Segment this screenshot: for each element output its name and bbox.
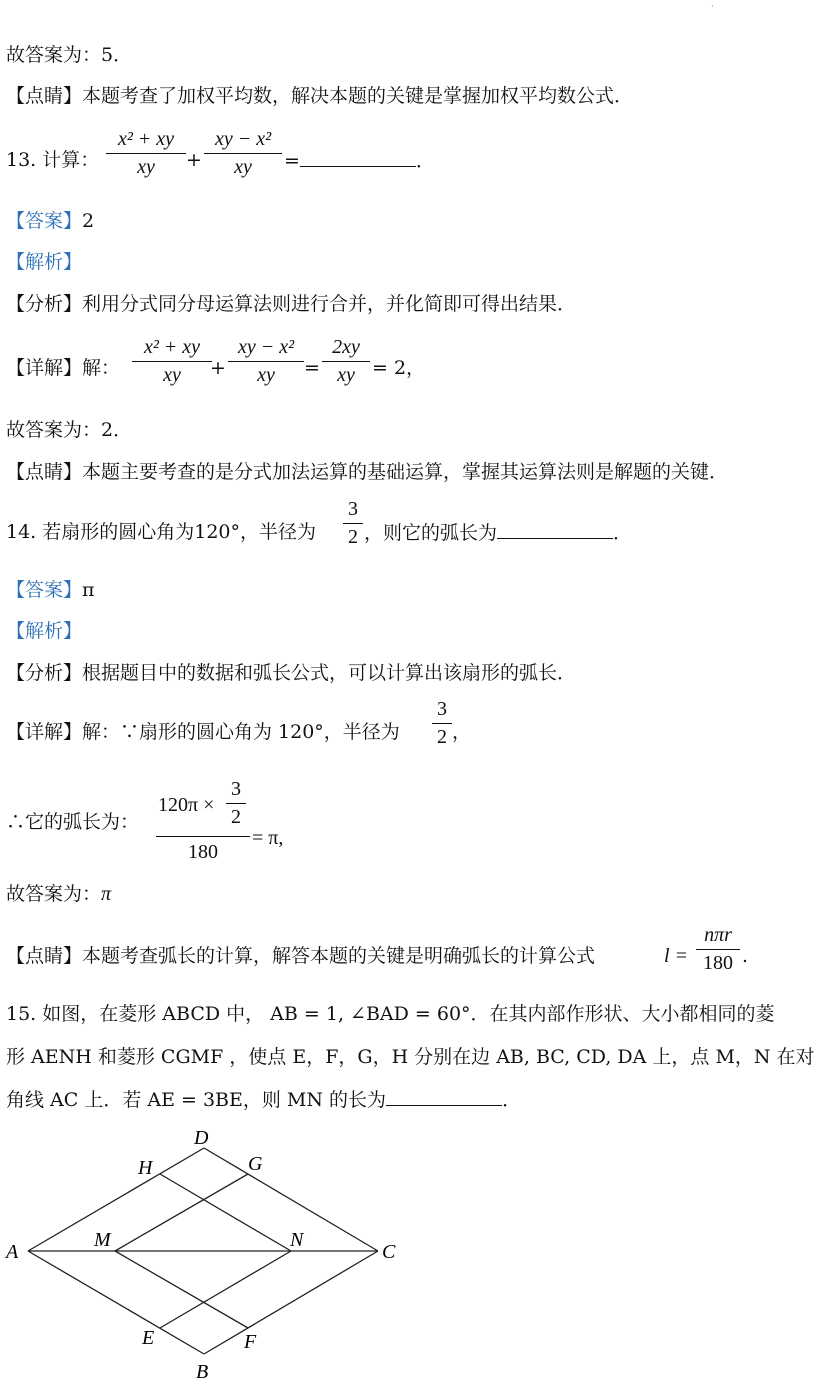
arc-fraction [156,778,250,864]
arc-tail: = π, [252,827,284,849]
d13-num2: xy − x² [237,336,295,358]
d13-num1: x² + xy [143,336,201,358]
q13-fraction-1 [106,128,186,179]
label-a: A [6,1241,19,1263]
d13-plus: + [210,357,226,379]
dj14-l: l = [664,945,689,967]
edge-bc [204,1251,378,1354]
arc-inner-num: 3 [231,778,241,800]
q14-text-b [364,520,632,545]
answer-line-q13: 故答案为：2． [6,419,133,441]
q13-num2: xy − x² [214,128,272,150]
q15-line-3 [6,1087,521,1112]
xj14-fraction [432,698,452,749]
edge-en [160,1251,291,1328]
arc-inner-den: 2 [231,806,241,828]
dj14-num: nπr [704,924,732,946]
fenxi-13: 【分析】利用分式同分母运算法则进行合并，并化简即可得出结果． [6,293,577,315]
answer-tag: 【答案】 [6,210,83,232]
arc-inner-fraction [226,778,246,829]
answer-prefix: 故答案为： [6,883,102,905]
label-f: F [244,1331,257,1353]
dianjing-q12: 【点睛】本题考查了加权平均数，解决本题的关键是掌握加权平均数公式． [6,85,634,107]
d13-den2: xy [257,364,275,386]
dianjing-q13: 【点睛】本题主要考查的是分式加法运算的基础运算，掌握其运算法则是解题的关键． [6,461,729,483]
fraction-bar [343,523,363,524]
d13-fraction-1 [132,336,212,387]
xiangjie-14-a: 【详解】解：∵扇形的圆心角为 120°，半径为 [6,721,400,743]
q13-answer-blank-line [284,148,435,173]
edge-fm [115,1251,248,1328]
answer-line-q14 [6,882,111,906]
answer-pi: π [101,883,112,905]
q13-den1: xy [137,156,155,178]
d13-num3: 2xy [332,336,360,358]
q13-prefix: 13. 计算： [6,149,100,171]
dj14-dot: . [742,945,749,967]
q13-blank [300,148,416,167]
q15-line-1: 15. 如图，在菱形 ABCD 中， AB = 1, ∠BAD = 60°．在其内部作形状、大小都相同的菱 [6,1003,775,1025]
analysis-tag-13: 【解析】 [6,251,83,273]
d13-den1: xy [163,364,181,386]
arc-prefix: ∴它的弧长为： [6,811,140,833]
q14-fraction [343,498,363,549]
answer-tag: 【答案】 [6,579,83,601]
q14-text-a: 14. 若扇形的圆心角为120°，半径为 [6,521,317,543]
label-n: N [290,1229,304,1251]
d13-den3: xy [337,364,355,386]
q15-line-2: 形 AENH 和菱形 CGMF ，使点 E，F，G，H 分别在边 AB, BC, CD, DA 上，点 M，N 在对 [6,1046,815,1068]
label-e: E [142,1327,155,1349]
rhombus-figure [0,1126,420,1386]
fraction-bar [226,803,246,804]
label-d: D [194,1127,209,1149]
arc-numerator [156,778,250,836]
answer13-value: 2 [82,210,95,232]
q15-line-3-text: 角线 AC 上．若 AE = 3BE，则 MN 的长为 [6,1089,387,1111]
xj14-den: 2 [437,726,447,748]
answer14-line [6,578,95,602]
xj14-num: 3 [437,698,447,720]
q14-num: 3 [348,498,358,520]
q13-fraction-2 [204,128,282,179]
arc-num-a: 120π × [158,794,215,816]
q13-den2: xy [234,156,252,178]
fraction-bar [696,949,740,950]
label-g: G [248,1153,263,1175]
edge-da [28,1148,204,1251]
label-b: B [196,1361,209,1383]
xiangjie-13-prefix: 【详解】解： [6,357,121,379]
answer-line-q12: 故答案为：5． [6,44,133,66]
q15-blank [386,1087,502,1106]
fraction-bar [322,361,370,362]
analysis-tag-14: 【解析】 [6,620,83,642]
d13-fraction-2 [228,336,304,387]
d13-equals: = [304,357,320,379]
d13-tail: = 2， [372,357,426,379]
arc-den: 180 [188,841,218,863]
q14-den: 2 [348,526,358,548]
fraction-bar [432,723,452,724]
edge-gm [115,1174,248,1251]
d13-fraction-3 [322,336,370,387]
q13-equals: = [284,150,300,172]
answer13-line [6,209,94,233]
fraction-bar [228,361,304,362]
q14-blank [497,520,613,539]
edge-ab [28,1251,204,1354]
period: ． [415,150,435,172]
fraction-bar [106,153,186,154]
period: ． [502,1089,522,1111]
dj14-fraction [696,924,740,975]
period: ． [613,522,633,544]
fraction-bar [132,361,212,362]
label-c: C [382,1241,396,1263]
edge-hn [160,1174,291,1251]
q13-num1: x² + xy [117,128,175,150]
dianjing-q14: 【点睛】本题考查弧长的计算，解答本题的关键是明确弧长的计算公式 [6,945,596,967]
label-m: M [94,1229,111,1251]
answer14-value: π [82,579,95,601]
corner-mark: · [711,2,714,11]
label-h: H [138,1157,153,1179]
fraction-bar [204,153,282,154]
fenxi-14: 【分析】根据题目中的数据和弧长公式，可以计算出该扇形的弧长． [6,662,577,684]
xiangjie-14-b: ， [452,721,472,743]
dj14-den: 180 [703,952,733,974]
q13-plus: + [186,149,202,171]
q14-suffix: ，则它的弧长为 [364,522,498,544]
